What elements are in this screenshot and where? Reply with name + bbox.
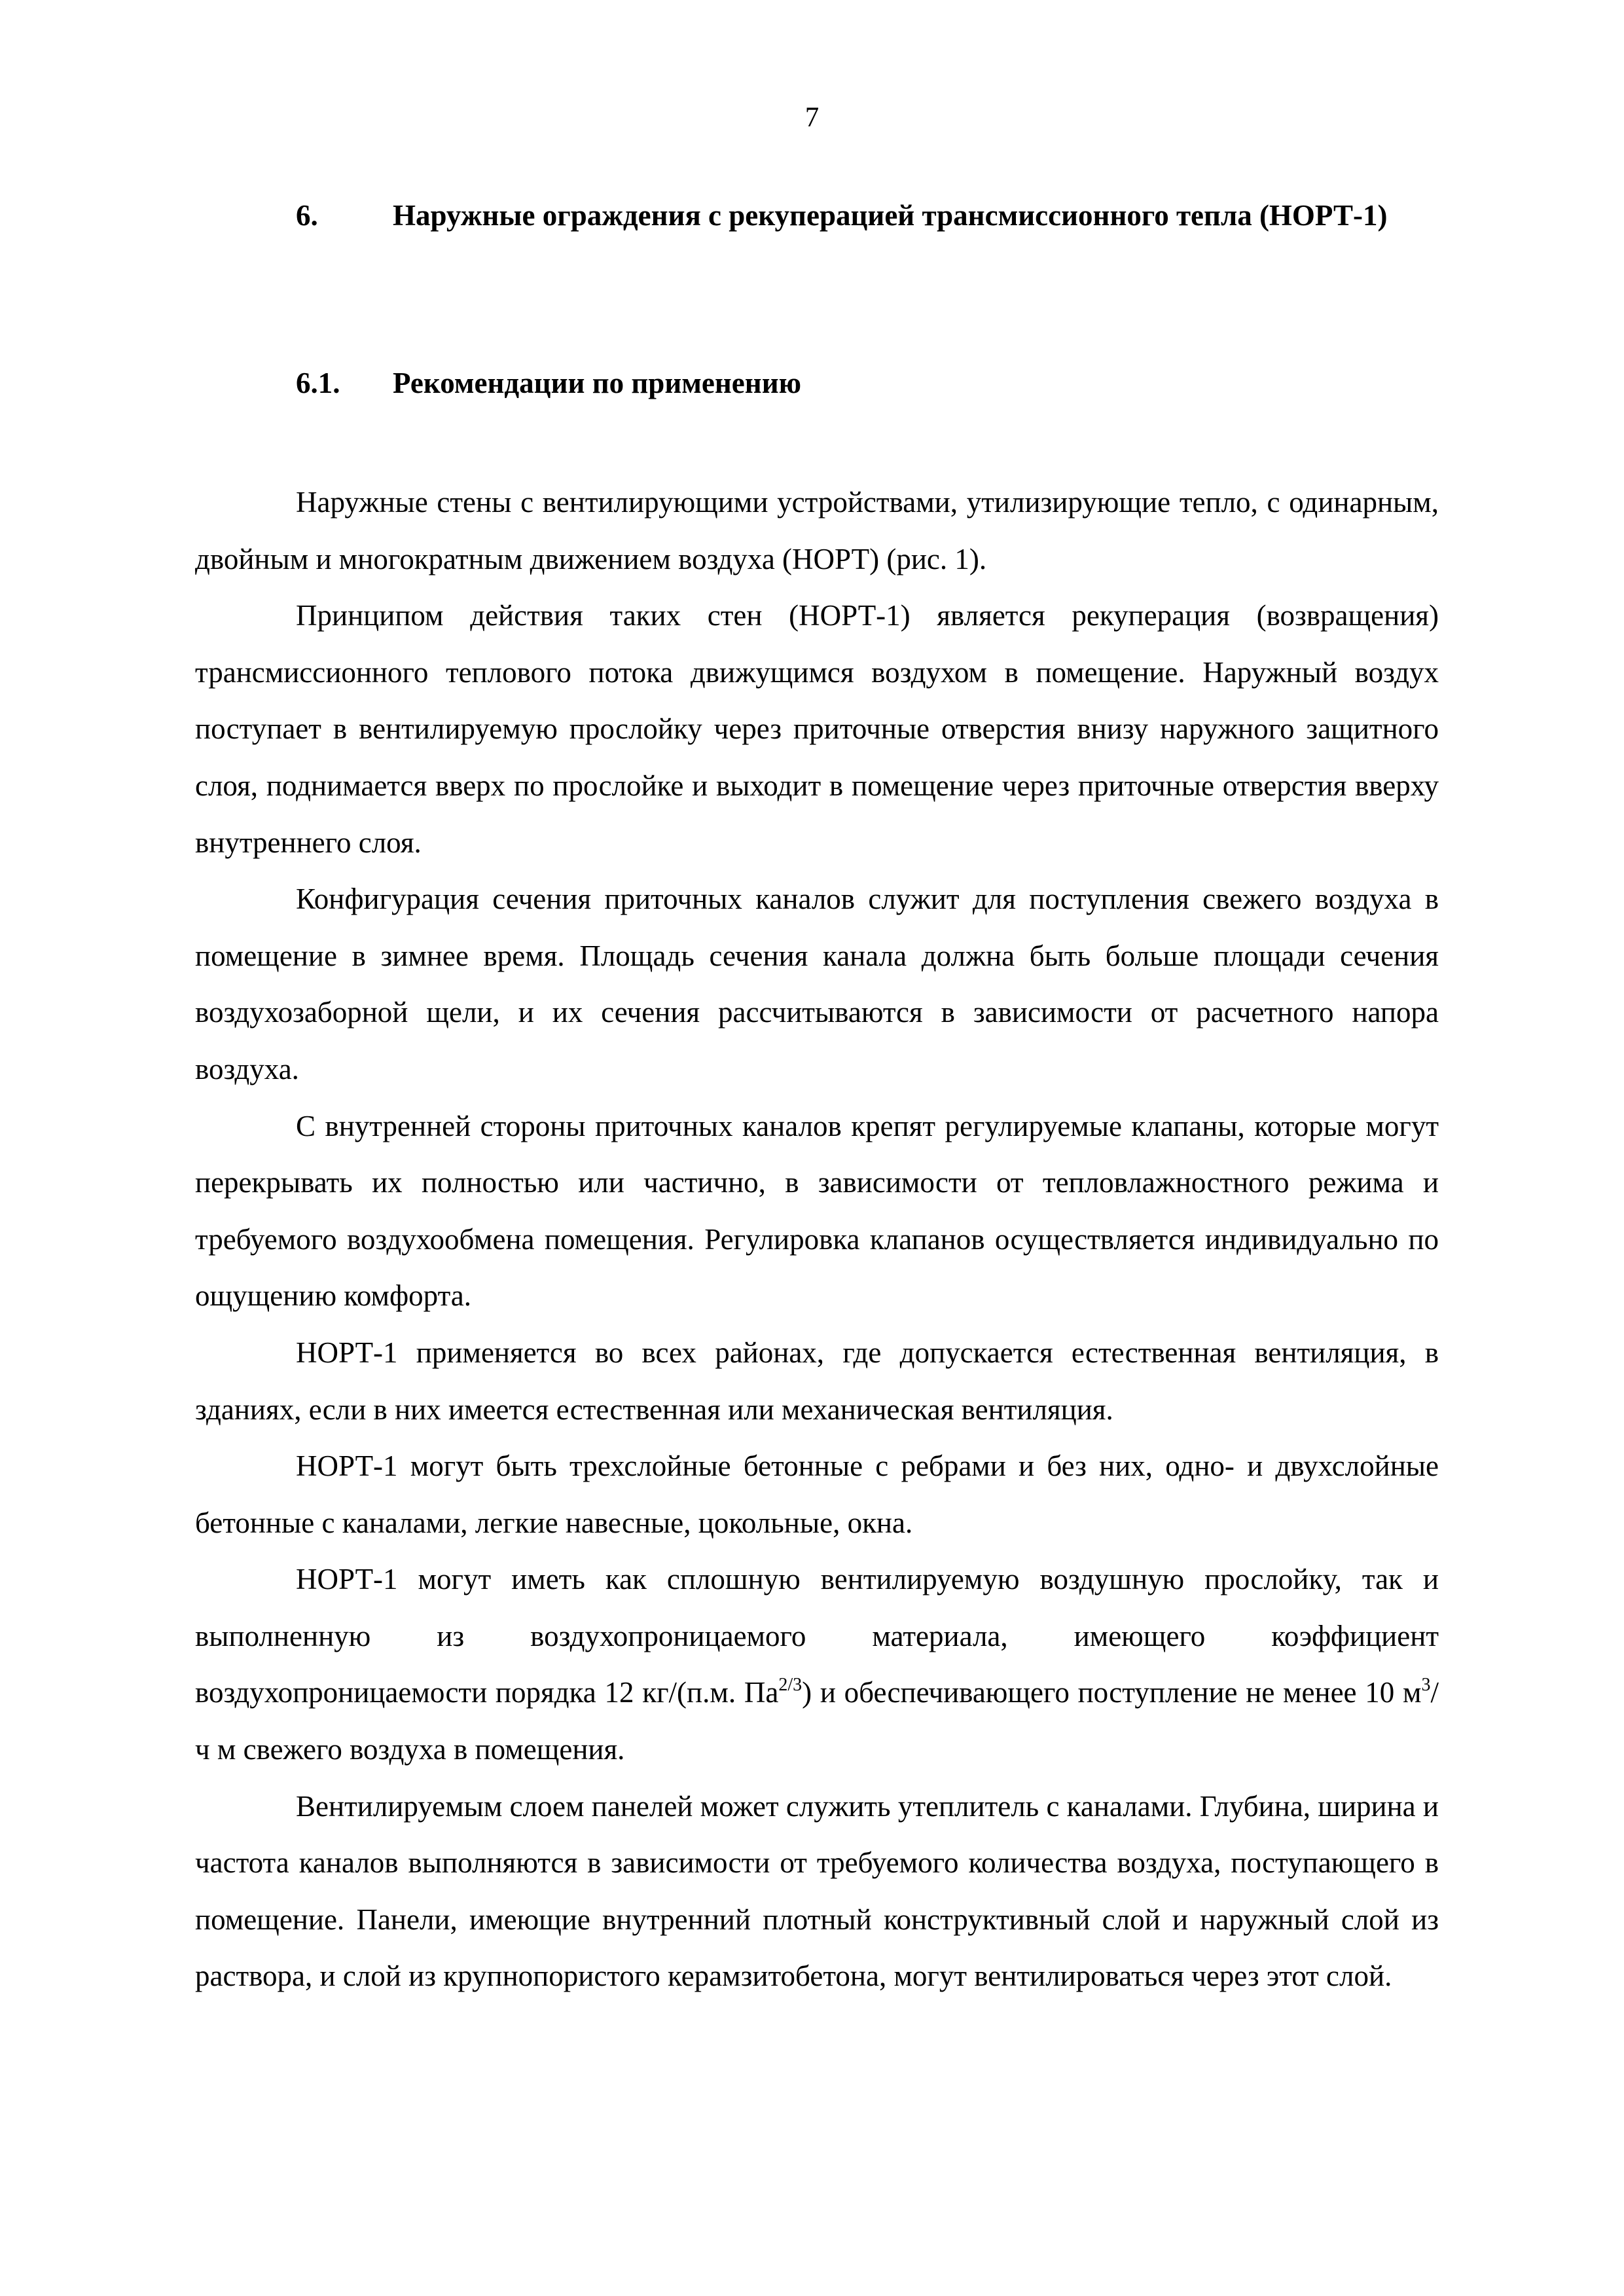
paragraph-1: Наружные стены с вентилирующими устройствами, утилизирующие тепло, с одинарным, двойным и многократным движением воздуха (НОРТ) (рис. 1).	[195, 486, 1439, 575]
paragraph-3: Конфигурация сечения приточных каналов служит для поступления свежего воздуха в помещение в зимнее время. Площадь сечения канала должна быть больше площади сечения воздухозаборной щели, и их сечения рассчитываются в зависимости от расчетного напора воздуха.	[195, 883, 1439, 1085]
paragraph-7-part-2: ) и обеспечивающего поступление не менее 10 м	[802, 1676, 1422, 1709]
section-number: 6.	[296, 199, 318, 232]
paragraph-2: Принципом действия таких стен (НОРТ-1) является рекуперация (возвращения) трансмиссионного теплового потока движущимся воздухом в помещение. Наружный воздух поступает в вентилируемую прослойку через приточные отверстия внизу наружного защитного слоя, поднимается вверх по прослойке и выходит в помещение через приточные отверстия вверху внутреннего слоя.	[195, 599, 1439, 859]
paragraph-5: НОРТ-1 применяется во всех районах, где допускается естественная вентиляция, в зданиях, если в них имеется естественная или механическая вентиляция.	[195, 1336, 1439, 1426]
section-title: Наружные ограждения с рекуперацией трансмиссионного тепла (НОРТ-1)	[393, 199, 1388, 232]
subsection-number: 6.1.	[296, 367, 340, 399]
exponent-cubic: 3	[1421, 1675, 1431, 1696]
section-heading	[296, 187, 1474, 244]
paragraph-7-part-1: НОРТ-1 могут иметь как сплошную вентилируемую воздушную прослойку, так и выполненную из воздухопроницаемого материала, имеющего коэффициент воздухопроницаемости порядка 12 кг/(п.м. Па	[195, 1563, 1439, 1709]
body-text	[195, 474, 1439, 2005]
paragraph-6: НОРТ-1 могут быть трехслойные бетонные с ребрами и без них, одно- и двухслойные бетонные с каналами, легкие навесные, цокольные, окна.	[195, 1449, 1439, 1539]
subsection-heading	[296, 355, 1474, 411]
paragraph-4: С внутренней стороны приточных каналов крепят регулируемые клапаны, которые могут перекрывать их полностью или частично, в зависимости от тепловлажностного режима и требуемого воздухообмена помещения. Регулировка клапанов осуществляется индивидуально по ощущению комфорта.	[195, 1109, 1439, 1313]
paragraph-7-part-3: /ч м свежего воздуха в помещения.	[195, 1676, 1439, 1766]
subsection-title: Рекомендации по применению	[393, 367, 802, 399]
paragraph-8: Вентилируемым слоем панелей может служить утеплитель с каналами. Глубина, ширина и частота каналов выполняются в зависимости от требуемого количества воздуха, поступающего в помещение. Панели, имеющие внутренний плотный конструктивный слой и наружный слой из раствора, и слой из крупнопористого керамзитобетона, могут вентилироваться через этот слой.	[195, 1789, 1439, 1993]
exponent-two-thirds: 2/3	[778, 1675, 803, 1696]
page-number: 7	[804, 102, 820, 133]
paragraph-7	[195, 1551, 1439, 1777]
